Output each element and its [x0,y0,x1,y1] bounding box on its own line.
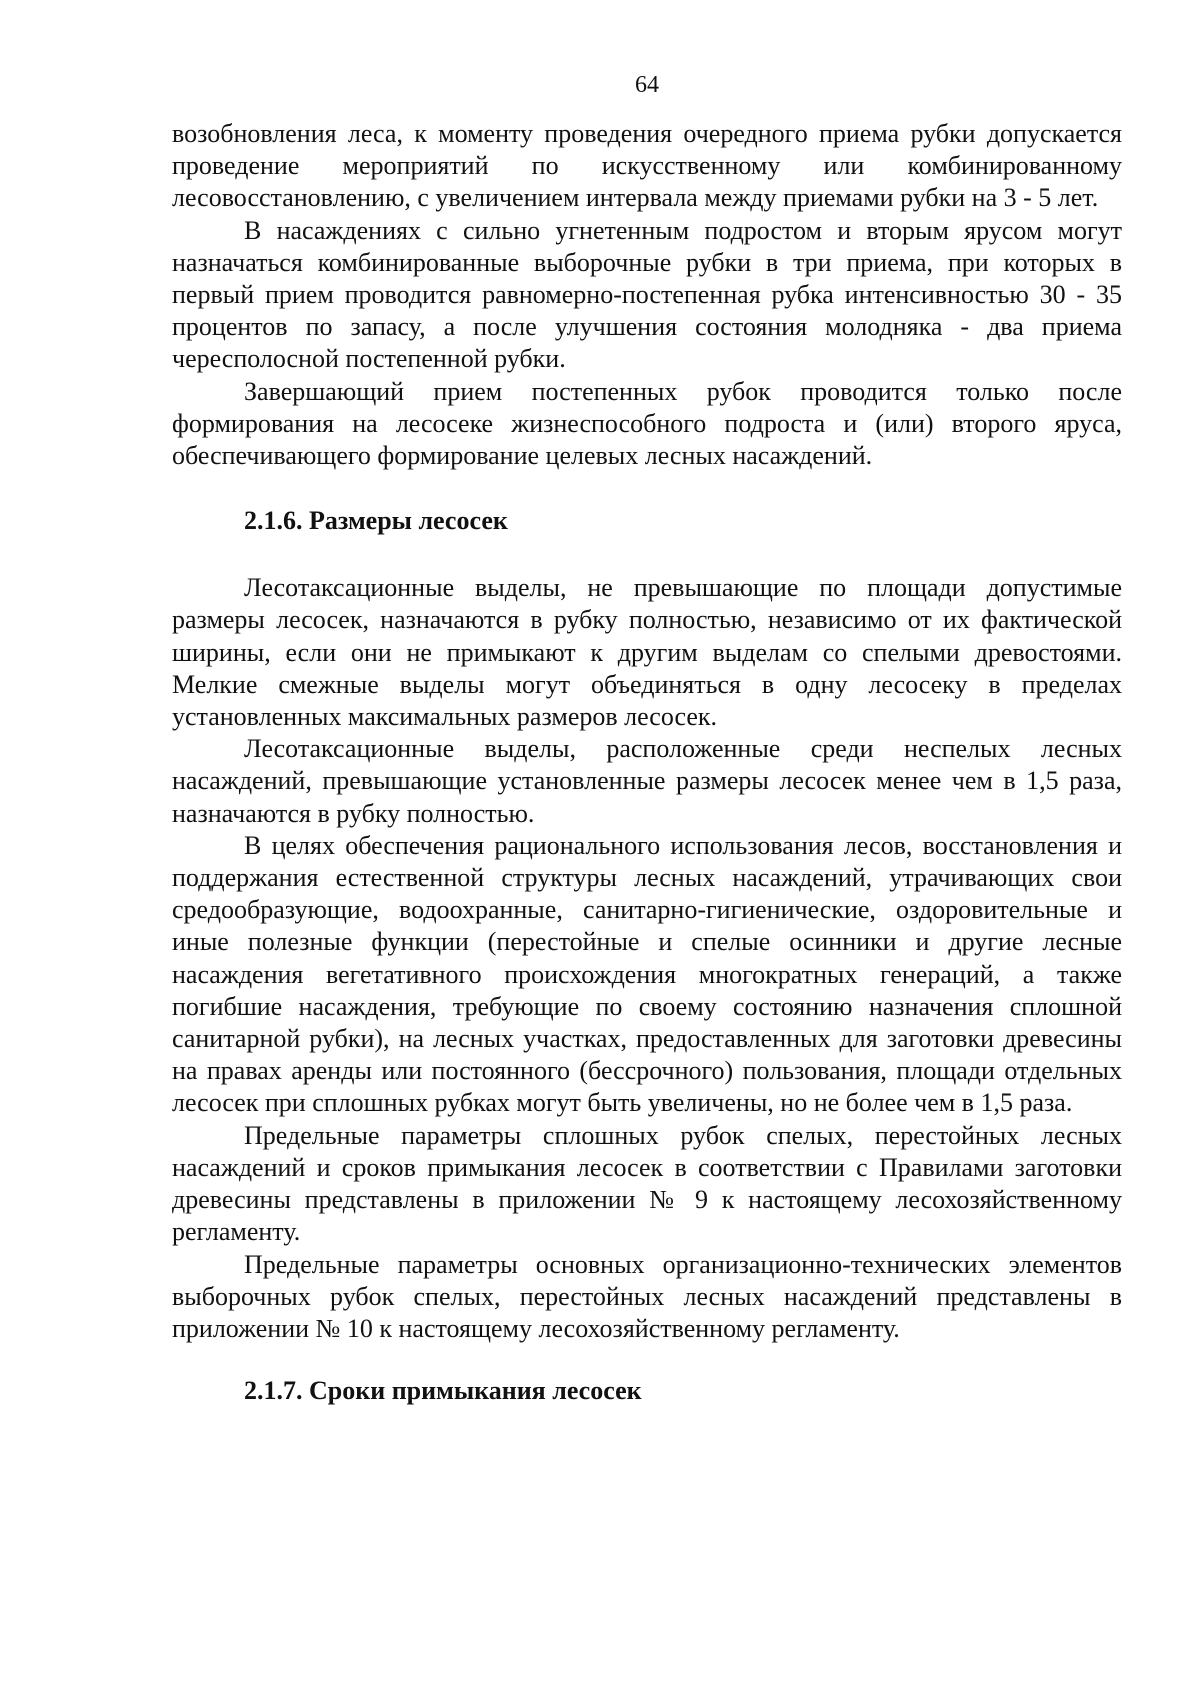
paragraph: В целях обеспечения рационального использования лесов, восстановления и поддержания естественной структуры лесных насаждений, утрачивающих свои средообразующие, водоохранные, санитарно-гигиенические, оздоровительные и иные полезные функции (перестойные и спелые осинники и другие лесные насаждения вегетативного происхождения многократных генераций, а также погибшие насаждения, требующие по своему состоянию назначения сплошной санитарной рубки), на лесных участках, предоставленных для заготовки древесины на правах аренды или постоянного (бессрочного) пользования, площади отдельных лесосек при сплошных рубках могут быть увеличены, но не более чем в 1,5 раза. [172,830,1122,1118]
paragraph: Лесотаксационные выделы, расположенные среди неспелых лесных насаждений, превышающие установленные размеры лесосек менее чем в 1,5 раза, назначаются в рубку полностью. [172,734,1122,828]
section-heading-2-1-6: 2.1.6. Размеры лесосек [244,506,508,536]
page-content [172,118,1122,1407]
page-number: 64 [635,72,659,98]
paragraph: Лесотаксационные выделы, не превышающие по площади допустимые размеры лесосек, назначаются в рубку полностью, независимо от их фактической ширины, если они не примыкают к другим выделам со спелыми древостоями. Мелкие смежные выделы могут объединяться в одну лесосеку в пределах установленных максимальных размеров лесосек. [172,573,1122,732]
paragraph: Предельные параметры основных организационно-технических элементов выборочных рубок спелых, перестойных лесных насаждений представлены в приложении № 10 к настоящему лесохозяйственному регламенту. [172,1249,1122,1343]
paragraph: Предельные параметры сплошных рубок спелых, перестойных лесных насаждений и сроков примыкания лесосек в соответствии с Правилами заготовки древесины представлены в приложении № 9 к настоящему лесохозяйственному регламенту. [172,1120,1122,1247]
paragraph: Завершающий прием постепенных рубок проводится только после формирования на лесосеке жизнеспособного подроста и (или) второго яруса, обеспечивающего формирование целевых лесных насаждений. [172,376,1122,471]
section-heading-2-1-7: 2.1.7. Сроки примыкания лесосек [244,1376,642,1406]
paragraph: В насаждениях с сильно угнетенным подростом и вторым ярусом могут назначаться комбинированные выборочные рубки в три приема, при которых в первый прием проводится равномерно-постепенная рубка интенсивностью 30 - 35 процентов по запасу, а после улучшения состояния молодняка - два приема чересполосной постепенной рубки. [172,215,1122,374]
paragraph-continuation: возобновления леса, к моменту проведения очередного приема рубки допускается проведение мероприятий по искусственному или комбинированному лесовосстановлению, с увеличением интервала между приемами рубки на 3 - 5 лет. [172,119,1122,213]
